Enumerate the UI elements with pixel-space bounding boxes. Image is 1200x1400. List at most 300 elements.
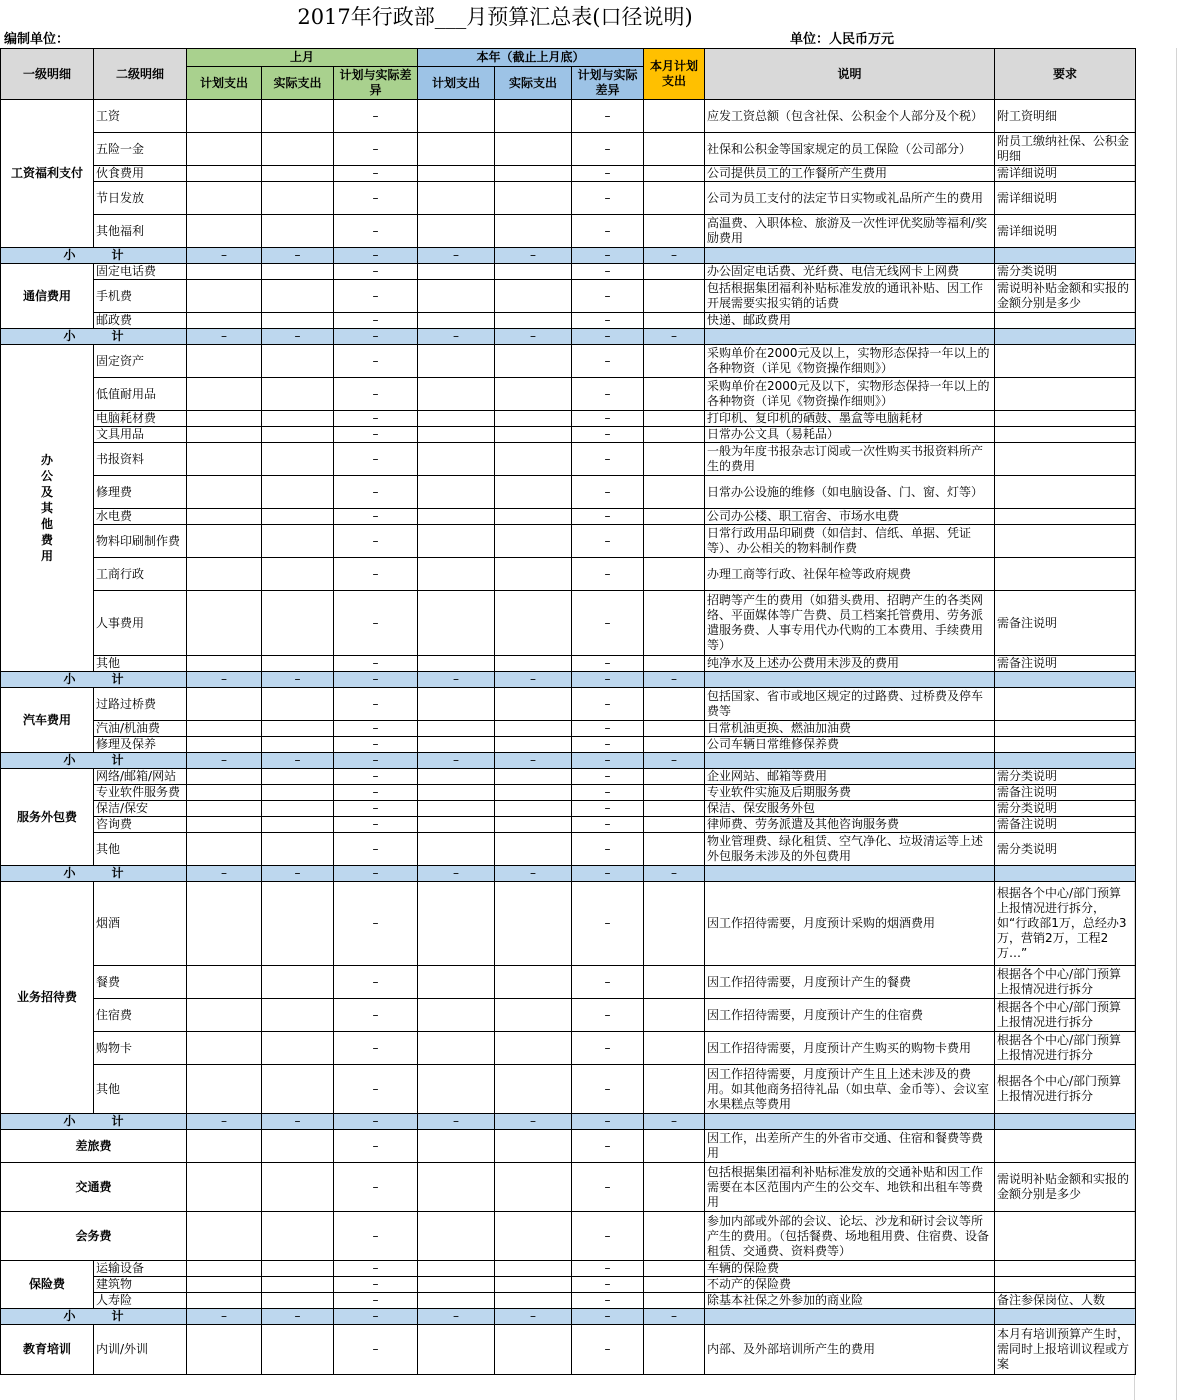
requirement-cell[interactable]: 需详细说明 (995, 182, 1136, 215)
this-month-planned-cell[interactable] (644, 769, 705, 785)
this-month-planned-cell[interactable] (644, 882, 705, 966)
item-cell[interactable]: 其他 (94, 1065, 187, 1114)
note-cell[interactable]: 日常机油更换、燃油加油费 (705, 721, 995, 737)
requirement-cell[interactable] (995, 1277, 1136, 1293)
note-cell[interactable]: 公司办公楼、职工宿舍、市场水电费 (705, 509, 995, 525)
ytd-variance-cell[interactable]: – (572, 1212, 644, 1261)
last-month-actual-cell[interactable] (262, 1277, 334, 1293)
ytd-variance-cell[interactable]: – (572, 182, 644, 215)
ytd-variance-cell[interactable]: – (572, 769, 644, 785)
last-month-actual-cell[interactable] (262, 737, 334, 753)
this-month-planned-cell[interactable] (644, 378, 705, 411)
item-cell[interactable]: 书报资料 (94, 443, 187, 476)
this-month-planned-cell[interactable] (644, 801, 705, 817)
requirement-cell[interactable] (995, 313, 1136, 329)
subtotal-value-cell[interactable]: – (572, 1309, 644, 1325)
last-month-variance-cell[interactable]: – (334, 411, 418, 427)
ytd-variance-cell[interactable]: – (572, 785, 644, 801)
ytd-variance-cell[interactable]: – (572, 215, 644, 248)
ytd-variance-cell[interactable]: – (572, 1163, 644, 1212)
subtotal-note-cell[interactable] (705, 248, 995, 264)
note-cell[interactable]: 日常办公文具（易耗品） (705, 427, 995, 443)
last-month-planned-cell[interactable] (187, 133, 262, 166)
ytd-variance-cell[interactable]: – (572, 656, 644, 672)
ytd-planned-cell[interactable] (418, 313, 495, 329)
last-month-actual-cell[interactable] (262, 509, 334, 525)
ytd-variance-cell[interactable]: – (572, 509, 644, 525)
ytd-actual-cell[interactable] (495, 476, 572, 509)
ytd-planned-cell[interactable] (418, 801, 495, 817)
ytd-planned-cell[interactable] (418, 100, 495, 133)
requirement-cell[interactable]: 备注参保岗位、人数 (995, 1293, 1136, 1309)
last-month-actual-cell[interactable] (262, 801, 334, 817)
ytd-actual-cell[interactable] (495, 656, 572, 672)
subtotal-value-cell[interactable]: – (644, 672, 705, 688)
last-month-planned-cell[interactable] (187, 1293, 262, 1309)
item-cell[interactable]: 修理费 (94, 476, 187, 509)
last-month-actual-cell[interactable] (262, 721, 334, 737)
note-cell[interactable]: 公司车辆日常维修保养费 (705, 737, 995, 753)
ytd-variance-cell[interactable]: – (572, 1032, 644, 1065)
ytd-planned-cell[interactable] (418, 1277, 495, 1293)
ytd-planned-cell[interactable] (418, 721, 495, 737)
last-month-actual-cell[interactable] (262, 427, 334, 443)
last-month-variance-cell[interactable]: – (334, 769, 418, 785)
this-month-planned-cell[interactable] (644, 656, 705, 672)
subtotal-value-cell[interactable]: – (572, 866, 644, 882)
requirement-cell[interactable] (995, 411, 1136, 427)
last-month-actual-cell[interactable] (262, 133, 334, 166)
ytd-planned-cell[interactable] (418, 411, 495, 427)
last-month-planned-cell[interactable] (187, 313, 262, 329)
subtotal-req-cell[interactable] (995, 866, 1136, 882)
note-cell[interactable]: 包括根据集团福利补贴标准发放的通讯补贴、因工作开展需要实报实销的话费 (705, 280, 995, 313)
last-month-variance-cell[interactable]: – (334, 688, 418, 721)
last-month-actual-cell[interactable] (262, 591, 334, 656)
last-month-variance-cell[interactable]: – (334, 182, 418, 215)
last-month-variance-cell[interactable]: – (334, 999, 418, 1032)
last-month-variance-cell[interactable]: – (334, 1065, 418, 1114)
ytd-actual-cell[interactable] (495, 1163, 572, 1212)
subtotal-req-cell[interactable] (995, 1309, 1136, 1325)
note-cell[interactable]: 车辆的保险费 (705, 1261, 995, 1277)
this-month-planned-cell[interactable] (644, 476, 705, 509)
subtotal-value-cell[interactable]: – (262, 753, 334, 769)
ytd-variance-cell[interactable]: – (572, 558, 644, 591)
note-cell[interactable]: 不动产的保险费 (705, 1277, 995, 1293)
subtotal-value-cell[interactable]: – (644, 1114, 705, 1130)
this-month-planned-cell[interactable] (644, 1212, 705, 1261)
this-month-planned-cell[interactable] (644, 1065, 705, 1114)
item-cell[interactable]: 工商行政 (94, 558, 187, 591)
requirement-cell[interactable]: 需说明补贴金额和实报的金额分别是多少 (995, 1163, 1136, 1212)
last-month-variance-cell[interactable]: – (334, 215, 418, 248)
note-cell[interactable]: 物业管理费、绿化租赁、空气净化、垃圾清运等上述外包服务未涉及的外包费用 (705, 833, 995, 866)
subtotal-value-cell[interactable]: – (262, 672, 334, 688)
subtotal-value-cell[interactable]: – (418, 753, 495, 769)
requirement-cell[interactable]: 根据各个中心/部门预算上报情况进行拆分 (995, 999, 1136, 1032)
ytd-planned-cell[interactable] (418, 1325, 495, 1375)
note-cell[interactable]: 律师费、劳务派遣及其他咨询服务费 (705, 817, 995, 833)
item-cell[interactable]: 保洁/保安 (94, 801, 187, 817)
requirement-cell[interactable]: 需说明补贴金额和实报的金额分别是多少 (995, 280, 1136, 313)
note-cell[interactable]: 社保和公积金等国家规定的员工保险（公司部分） (705, 133, 995, 166)
this-month-planned-cell[interactable] (644, 411, 705, 427)
requirement-cell[interactable] (995, 427, 1136, 443)
note-cell[interactable]: 公司为员工支付的法定节日实物或礼品所产生的费用 (705, 182, 995, 215)
subtotal-value-cell[interactable]: – (495, 1309, 572, 1325)
last-month-variance-cell[interactable]: – (334, 882, 418, 966)
last-month-actual-cell[interactable] (262, 313, 334, 329)
last-month-planned-cell[interactable] (187, 1065, 262, 1114)
ytd-actual-cell[interactable] (495, 688, 572, 721)
last-month-actual-cell[interactable] (262, 345, 334, 378)
last-month-planned-cell[interactable] (187, 345, 262, 378)
this-month-planned-cell[interactable] (644, 785, 705, 801)
last-month-actual-cell[interactable] (262, 411, 334, 427)
last-month-actual-cell[interactable] (262, 1130, 334, 1163)
subtotal-note-cell[interactable] (705, 672, 995, 688)
ytd-actual-cell[interactable] (495, 999, 572, 1032)
subtotal-note-cell[interactable] (705, 753, 995, 769)
ytd-actual-cell[interactable] (495, 558, 572, 591)
last-month-planned-cell[interactable] (187, 1261, 262, 1277)
ytd-variance-cell[interactable]: – (572, 100, 644, 133)
subtotal-value-cell[interactable]: – (334, 753, 418, 769)
requirement-cell[interactable]: 需详细说明 (995, 166, 1136, 182)
last-month-variance-cell[interactable]: – (334, 785, 418, 801)
last-month-variance-cell[interactable]: – (334, 1032, 418, 1065)
ytd-variance-cell[interactable]: – (572, 476, 644, 509)
ytd-actual-cell[interactable] (495, 833, 572, 866)
this-month-planned-cell[interactable] (644, 558, 705, 591)
subtotal-value-cell[interactable]: – (495, 1114, 572, 1130)
last-month-planned-cell[interactable] (187, 966, 262, 999)
item-cell[interactable]: 过路过桥费 (94, 688, 187, 721)
ytd-actual-cell[interactable] (495, 1212, 572, 1261)
last-month-actual-cell[interactable] (262, 280, 334, 313)
ytd-actual-cell[interactable] (495, 264, 572, 280)
last-month-actual-cell[interactable] (262, 1293, 334, 1309)
last-month-planned-cell[interactable] (187, 1032, 262, 1065)
last-month-actual-cell[interactable] (262, 476, 334, 509)
item-cell[interactable]: 运输设备 (94, 1261, 187, 1277)
item-cell[interactable]: 电脑耗材费 (94, 411, 187, 427)
ytd-variance-cell[interactable]: – (572, 345, 644, 378)
requirement-cell[interactable]: 本月有培训预算产生时，需同时上报培训议程或方案 (995, 1325, 1136, 1375)
ytd-actual-cell[interactable] (495, 882, 572, 966)
this-month-planned-cell[interactable] (644, 264, 705, 280)
ytd-variance-cell[interactable]: – (572, 737, 644, 753)
last-month-planned-cell[interactable] (187, 509, 262, 525)
last-month-actual-cell[interactable] (262, 182, 334, 215)
ytd-variance-cell[interactable]: – (572, 591, 644, 656)
note-cell[interactable]: 办理工商等行政、社保年检等政府规费 (705, 558, 995, 591)
subtotal-value-cell[interactable]: – (334, 329, 418, 345)
subtotal-value-cell[interactable]: – (334, 1309, 418, 1325)
ytd-variance-cell[interactable]: – (572, 166, 644, 182)
subtotal-value-cell[interactable]: – (495, 866, 572, 882)
requirement-cell[interactable]: 需备注说明 (995, 656, 1136, 672)
ytd-actual-cell[interactable] (495, 345, 572, 378)
this-month-planned-cell[interactable] (644, 737, 705, 753)
item-cell[interactable]: 其他 (94, 656, 187, 672)
ytd-planned-cell[interactable] (418, 427, 495, 443)
requirement-cell[interactable] (995, 443, 1136, 476)
ytd-variance-cell[interactable]: – (572, 966, 644, 999)
requirement-cell[interactable]: 需详细说明 (995, 215, 1136, 248)
last-month-actual-cell[interactable] (262, 769, 334, 785)
last-month-planned-cell[interactable] (187, 769, 262, 785)
ytd-variance-cell[interactable]: – (572, 411, 644, 427)
last-month-planned-cell[interactable] (187, 737, 262, 753)
ytd-planned-cell[interactable] (418, 509, 495, 525)
subtotal-value-cell[interactable]: – (418, 866, 495, 882)
last-month-variance-cell[interactable]: – (334, 817, 418, 833)
ytd-planned-cell[interactable] (418, 785, 495, 801)
requirement-cell[interactable] (995, 1130, 1136, 1163)
item-cell[interactable]: 其他 (94, 833, 187, 866)
item-cell[interactable]: 邮政费 (94, 313, 187, 329)
ytd-variance-cell[interactable]: – (572, 817, 644, 833)
last-month-actual-cell[interactable] (262, 1212, 334, 1261)
this-month-planned-cell[interactable] (644, 182, 705, 215)
ytd-variance-cell[interactable]: – (572, 1261, 644, 1277)
last-month-actual-cell[interactable] (262, 215, 334, 248)
subtotal-value-cell[interactable]: – (644, 1309, 705, 1325)
last-month-variance-cell[interactable]: – (334, 133, 418, 166)
note-cell[interactable]: 采购单价在2000元及以上，实物形态保持一年以上的各种物资（详见《物资操作细则》） (705, 345, 995, 378)
item-cell[interactable]: 固定资产 (94, 345, 187, 378)
last-month-actual-cell[interactable] (262, 966, 334, 999)
last-month-planned-cell[interactable] (187, 1130, 262, 1163)
last-month-variance-cell[interactable]: – (334, 313, 418, 329)
ytd-planned-cell[interactable] (418, 558, 495, 591)
subtotal-req-cell[interactable] (995, 1114, 1136, 1130)
last-month-actual-cell[interactable] (262, 833, 334, 866)
item-cell[interactable]: 修理及保养 (94, 737, 187, 753)
last-month-planned-cell[interactable] (187, 264, 262, 280)
requirement-cell[interactable]: 需分类说明 (995, 833, 1136, 866)
subtotal-value-cell[interactable]: – (644, 329, 705, 345)
item-cell[interactable]: 手机费 (94, 280, 187, 313)
ytd-variance-cell[interactable]: – (572, 133, 644, 166)
this-month-planned-cell[interactable] (644, 591, 705, 656)
subtotal-value-cell[interactable]: – (334, 672, 418, 688)
note-cell[interactable]: 高温费、入职体检、旅游及一次性评优奖励等福利/奖励费用 (705, 215, 995, 248)
ytd-planned-cell[interactable] (418, 1293, 495, 1309)
item-cell[interactable]: 建筑物 (94, 1277, 187, 1293)
last-month-planned-cell[interactable] (187, 833, 262, 866)
this-month-planned-cell[interactable] (644, 1293, 705, 1309)
requirement-cell[interactable]: 附员工缴纳社保、公积金明细 (995, 133, 1136, 166)
subtotal-value-cell[interactable]: – (187, 753, 262, 769)
ytd-planned-cell[interactable] (418, 882, 495, 966)
last-month-variance-cell[interactable]: – (334, 656, 418, 672)
ytd-variance-cell[interactable]: – (572, 1130, 644, 1163)
subtotal-value-cell[interactable]: – (418, 672, 495, 688)
last-month-variance-cell[interactable]: – (334, 525, 418, 558)
ytd-planned-cell[interactable] (418, 737, 495, 753)
note-cell[interactable]: 包括国家、省市或地区规定的过路费、过桥费及停车费等 (705, 688, 995, 721)
ytd-actual-cell[interactable] (495, 182, 572, 215)
ytd-planned-cell[interactable] (418, 1065, 495, 1114)
last-month-planned-cell[interactable] (187, 166, 262, 182)
this-month-planned-cell[interactable] (644, 1032, 705, 1065)
ytd-actual-cell[interactable] (495, 737, 572, 753)
subtotal-value-cell[interactable]: – (572, 672, 644, 688)
subtotal-value-cell[interactable]: – (262, 1114, 334, 1130)
ytd-actual-cell[interactable] (495, 313, 572, 329)
ytd-planned-cell[interactable] (418, 215, 495, 248)
ytd-actual-cell[interactable] (495, 378, 572, 411)
item-cell[interactable]: 人事费用 (94, 591, 187, 656)
requirement-cell[interactable] (995, 509, 1136, 525)
last-month-planned-cell[interactable] (187, 558, 262, 591)
last-month-actual-cell[interactable] (262, 817, 334, 833)
ytd-planned-cell[interactable] (418, 817, 495, 833)
requirement-cell[interactable] (995, 737, 1136, 753)
last-month-variance-cell[interactable]: – (334, 833, 418, 866)
subtotal-req-cell[interactable] (995, 753, 1136, 769)
note-cell[interactable]: 保洁、保安服务外包 (705, 801, 995, 817)
item-cell[interactable]: 专业软件服务费 (94, 785, 187, 801)
requirement-cell[interactable]: 需分类说明 (995, 801, 1136, 817)
ytd-variance-cell[interactable]: – (572, 525, 644, 558)
item-cell[interactable]: 工资 (94, 100, 187, 133)
last-month-planned-cell[interactable] (187, 656, 262, 672)
last-month-planned-cell[interactable] (187, 1277, 262, 1293)
last-month-variance-cell[interactable]: – (334, 509, 418, 525)
requirement-cell[interactable]: 附工资明细 (995, 100, 1136, 133)
ytd-planned-cell[interactable] (418, 378, 495, 411)
subtotal-note-cell[interactable] (705, 1309, 995, 1325)
note-cell[interactable]: 快递、邮政费用 (705, 313, 995, 329)
this-month-planned-cell[interactable] (644, 721, 705, 737)
last-month-variance-cell[interactable]: – (334, 1130, 418, 1163)
ytd-variance-cell[interactable]: – (572, 443, 644, 476)
this-month-planned-cell[interactable] (644, 1163, 705, 1212)
last-month-planned-cell[interactable] (187, 817, 262, 833)
ytd-planned-cell[interactable] (418, 769, 495, 785)
last-month-actual-cell[interactable] (262, 1325, 334, 1375)
subtotal-value-cell[interactable]: – (418, 248, 495, 264)
note-cell[interactable]: 因工作招待需要，月度预计产生购买的购物卡费用 (705, 1032, 995, 1065)
item-cell[interactable]: 购物卡 (94, 1032, 187, 1065)
last-month-actual-cell[interactable] (262, 525, 334, 558)
ytd-actual-cell[interactable] (495, 280, 572, 313)
last-month-planned-cell[interactable] (187, 525, 262, 558)
requirement-cell[interactable]: 需分类说明 (995, 264, 1136, 280)
note-cell[interactable]: 公司提供员工的工作餐所产生费用 (705, 166, 995, 182)
ytd-planned-cell[interactable] (418, 1130, 495, 1163)
ytd-actual-cell[interactable] (495, 427, 572, 443)
item-cell[interactable]: 节日发放 (94, 182, 187, 215)
item-cell[interactable]: 伙食费用 (94, 166, 187, 182)
last-month-actual-cell[interactable] (262, 656, 334, 672)
ytd-planned-cell[interactable] (418, 182, 495, 215)
this-month-planned-cell[interactable] (644, 280, 705, 313)
last-month-planned-cell[interactable] (187, 443, 262, 476)
requirement-cell[interactable]: 根据各个中心/部门预算上报情况进行拆分 (995, 966, 1136, 999)
this-month-planned-cell[interactable] (644, 833, 705, 866)
subtotal-note-cell[interactable] (705, 866, 995, 882)
this-month-planned-cell[interactable] (644, 133, 705, 166)
ytd-planned-cell[interactable] (418, 525, 495, 558)
note-cell[interactable]: 因工作招待需要，月度预计产生且上述未涉及的费用。如其他商务招待礼品（如虫草、金币等）、会议室水果糕点等费用 (705, 1065, 995, 1114)
last-month-planned-cell[interactable] (187, 411, 262, 427)
note-cell[interactable]: 招聘等产生的费用（如猎头费用、招聘产生的各类网络、平面媒体等广告费、员工档案托管费用、劳务派遣服务费、人事专用代办代购的工本费用、手续费用等） (705, 591, 995, 656)
ytd-actual-cell[interactable] (495, 721, 572, 737)
ytd-planned-cell[interactable] (418, 1261, 495, 1277)
subtotal-value-cell[interactable]: – (495, 753, 572, 769)
requirement-cell[interactable] (995, 688, 1136, 721)
last-month-planned-cell[interactable] (187, 1325, 262, 1375)
this-month-planned-cell[interactable] (644, 999, 705, 1032)
ytd-variance-cell[interactable]: – (572, 999, 644, 1032)
subtotal-value-cell[interactable]: – (187, 1114, 262, 1130)
subtotal-value-cell[interactable]: – (418, 1309, 495, 1325)
last-month-variance-cell[interactable]: – (334, 558, 418, 591)
ytd-planned-cell[interactable] (418, 345, 495, 378)
ytd-variance-cell[interactable]: – (572, 378, 644, 411)
last-month-planned-cell[interactable] (187, 801, 262, 817)
last-month-actual-cell[interactable] (262, 166, 334, 182)
subtotal-value-cell[interactable]: – (572, 248, 644, 264)
subtotal-value-cell[interactable]: – (572, 753, 644, 769)
subtotal-value-cell[interactable]: – (187, 1309, 262, 1325)
ytd-actual-cell[interactable] (495, 1261, 572, 1277)
this-month-planned-cell[interactable] (644, 345, 705, 378)
ytd-actual-cell[interactable] (495, 443, 572, 476)
ytd-actual-cell[interactable] (495, 100, 572, 133)
ytd-actual-cell[interactable] (495, 509, 572, 525)
requirement-cell[interactable] (995, 558, 1136, 591)
ytd-actual-cell[interactable] (495, 769, 572, 785)
requirement-cell[interactable] (995, 378, 1136, 411)
ytd-variance-cell[interactable]: – (572, 1277, 644, 1293)
item-cell[interactable]: 人寿险 (94, 1293, 187, 1309)
last-month-actual-cell[interactable] (262, 1261, 334, 1277)
item-cell[interactable]: 咨询费 (94, 817, 187, 833)
ytd-planned-cell[interactable] (418, 1163, 495, 1212)
last-month-planned-cell[interactable] (187, 280, 262, 313)
requirement-cell[interactable] (995, 476, 1136, 509)
ytd-variance-cell[interactable]: – (572, 1325, 644, 1375)
item-cell[interactable]: 五险一金 (94, 133, 187, 166)
subtotal-value-cell[interactable]: – (187, 248, 262, 264)
ytd-variance-cell[interactable]: – (572, 833, 644, 866)
this-month-planned-cell[interactable] (644, 688, 705, 721)
ytd-planned-cell[interactable] (418, 688, 495, 721)
last-month-variance-cell[interactable]: – (334, 443, 418, 476)
last-month-variance-cell[interactable]: – (334, 427, 418, 443)
ytd-planned-cell[interactable] (418, 166, 495, 182)
ytd-variance-cell[interactable]: – (572, 280, 644, 313)
subtotal-value-cell[interactable]: – (262, 1309, 334, 1325)
last-month-actual-cell[interactable] (262, 882, 334, 966)
ytd-planned-cell[interactable] (418, 833, 495, 866)
requirement-cell[interactable]: 需备注说明 (995, 785, 1136, 801)
last-month-actual-cell[interactable] (262, 264, 334, 280)
ytd-actual-cell[interactable] (495, 525, 572, 558)
last-month-planned-cell[interactable] (187, 427, 262, 443)
ytd-planned-cell[interactable] (418, 999, 495, 1032)
this-month-planned-cell[interactable] (644, 1261, 705, 1277)
subtotal-value-cell[interactable]: – (495, 248, 572, 264)
subtotal-value-cell[interactable]: – (644, 248, 705, 264)
this-month-planned-cell[interactable] (644, 443, 705, 476)
